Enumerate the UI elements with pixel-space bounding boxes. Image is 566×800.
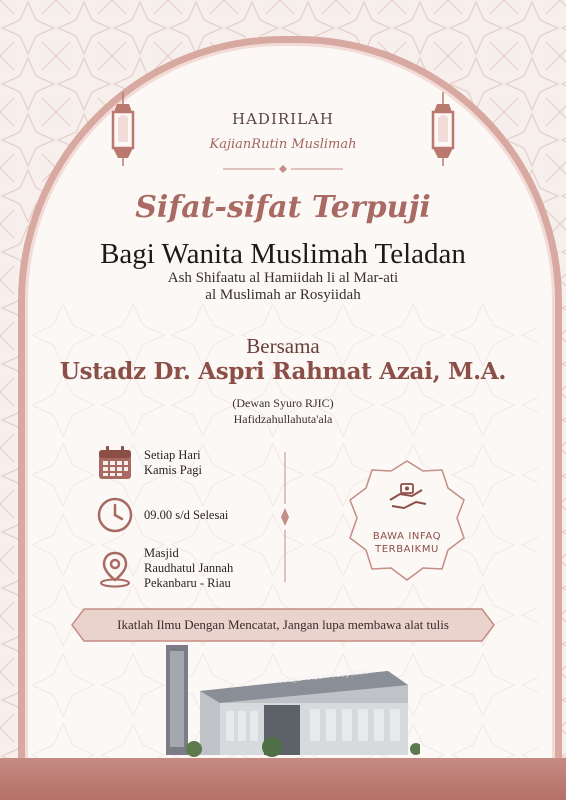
arabic-title-line1: Ash Shifaatu al Hamiidah li al Mar-ati [167, 270, 399, 286]
subtitle: Bagi Wanita Muslimah Teladan [100, 238, 466, 270]
schedule-time-text: 09.00 s/d Selesai [144, 507, 229, 522]
invite-heading: HADIRILAH [232, 110, 334, 128]
infaq-line2: TERBAIKMU [375, 544, 439, 555]
event-series: KajianRutin Muslimah [209, 137, 357, 152]
schedule-place [96, 546, 233, 591]
infaq-line1: BAWA INFAQ [372, 531, 442, 542]
vertical-divider [278, 452, 292, 582]
lantern-icon [108, 92, 138, 172]
speaker-name: Ustadz Dr. Aspri Rahmat Azai, M.A. [59, 358, 507, 385]
infaq-badge [346, 458, 468, 584]
ornament-divider [223, 164, 343, 174]
arabic-title-line2: al Muslimah ar Rosyiidah [205, 287, 361, 303]
place-line1: Masjid [144, 546, 179, 560]
infaq-label [346, 530, 468, 556]
building-sign: MASJID RAUDHATUL JANNAH [279, 667, 372, 685]
bottom-band [0, 758, 566, 800]
calendar-icon [96, 444, 134, 482]
place-line2: Raudhatul Jannah [144, 561, 234, 575]
place-line3: Pekanbaru - Riau [144, 576, 231, 590]
schedule-day-line2: Kamis Pagi [144, 463, 202, 477]
with-label: Bersama [246, 334, 320, 358]
reminder-text: Ikatlah Ilmu Dengan Mencatat, Jangan lupa membawa alat tulis [117, 617, 449, 632]
speaker-honorific: Hafidzahullahuta'ala [233, 412, 333, 426]
location-pin-icon [96, 550, 134, 588]
schedule-time [96, 496, 228, 534]
mosque-building-image [160, 645, 420, 765]
clock-icon [96, 496, 134, 534]
lantern-icon [428, 92, 458, 172]
schedule-day-line1: Setiap Hari [144, 448, 201, 462]
schedule-day [96, 444, 202, 482]
main-title: Sifat-sifat Terpuji [135, 190, 431, 225]
speaker-role: (Dewan Syuro RJIC) [232, 396, 334, 410]
